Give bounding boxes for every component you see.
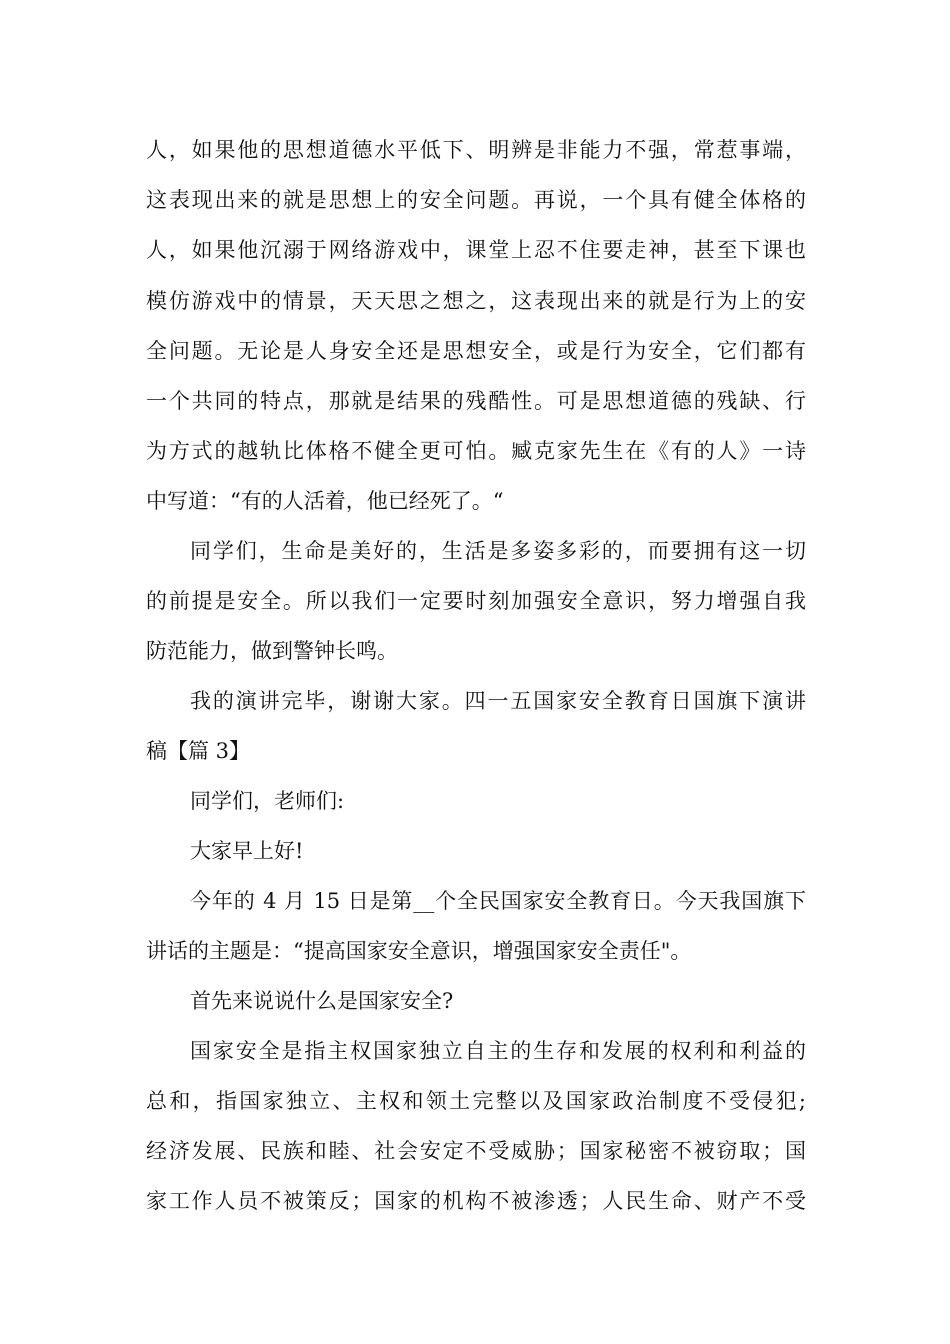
text-line-17: 讲话的主题是：“提高国家安全意识，增强国家安全责任"。 bbox=[146, 939, 692, 963]
text-line-11: 防范能力，做到警钟长鸣。 bbox=[146, 639, 398, 663]
text-line-8: 中写道：“有的人活着，他已经死了。“ bbox=[146, 489, 504, 513]
text-line-16: 今年的 4 月 15 日是第__个全民国家安全教育日。今天我国旗下 bbox=[190, 889, 806, 913]
text-line-10: 的前提是安全。所以我们一定要时刻加强安全意识，努力增强自我 bbox=[146, 589, 806, 613]
text-line-2: 这表现出来的就是思想上的安全问题。再说，一个具有健全体格的 bbox=[146, 188, 806, 212]
text-line-15: 大家早上好! bbox=[190, 839, 304, 863]
text-line-12: 我的演讲完毕，谢谢大家。四一五国家安全教育日国旗下演讲 bbox=[190, 689, 806, 713]
text-line-19: 国家安全是指主权国家独立自主的生存和发展的权利和利益的 bbox=[190, 1039, 806, 1063]
text-line-6: 一个共同的特点，那就是结果的残酷性。可是思想道德的残缺、行 bbox=[146, 389, 806, 413]
text-line-9: 同学们，生命是美好的，生活是多姿多彩的，而要拥有这一切 bbox=[190, 539, 806, 563]
text-line-20: 总和，指国家独立、主权和领土完整以及国家政治制度不受侵犯; bbox=[146, 1089, 806, 1113]
text-line-13: 稿【篇 3】 bbox=[146, 739, 251, 763]
text-line-4: 模仿游戏中的情景，天天思之想之，这表现出来的就是行为上的安 bbox=[146, 289, 806, 313]
text-line-3: 人，如果他沉溺于网络游戏中，课堂上忍不住要走神，甚至下课也 bbox=[146, 238, 806, 262]
text-line-21: 经济发展、民族和睦、社会安定不受威胁；国家秘密不被窃取；国 bbox=[146, 1139, 806, 1163]
text-line-14: 同学们，老师们: bbox=[190, 789, 345, 813]
text-line-18: 首先来说说什么是国家安全? bbox=[190, 989, 454, 1013]
text-line-5: 全问题。无论是人身安全还是思想安全，或是行为安全，它们都有 bbox=[146, 339, 806, 363]
text-line-1: 人，如果他的思想道德水平低下、明辨是非能力不强，常惹事端， bbox=[146, 138, 806, 162]
text-line-7: 为方式的越轨比体格不健全更可怕。臧克家先生在《有的人》一诗 bbox=[146, 439, 806, 463]
text-line-22: 家工作人员不被策反；国家的机构不被渗透；人民生命、财产不受 bbox=[146, 1189, 806, 1213]
